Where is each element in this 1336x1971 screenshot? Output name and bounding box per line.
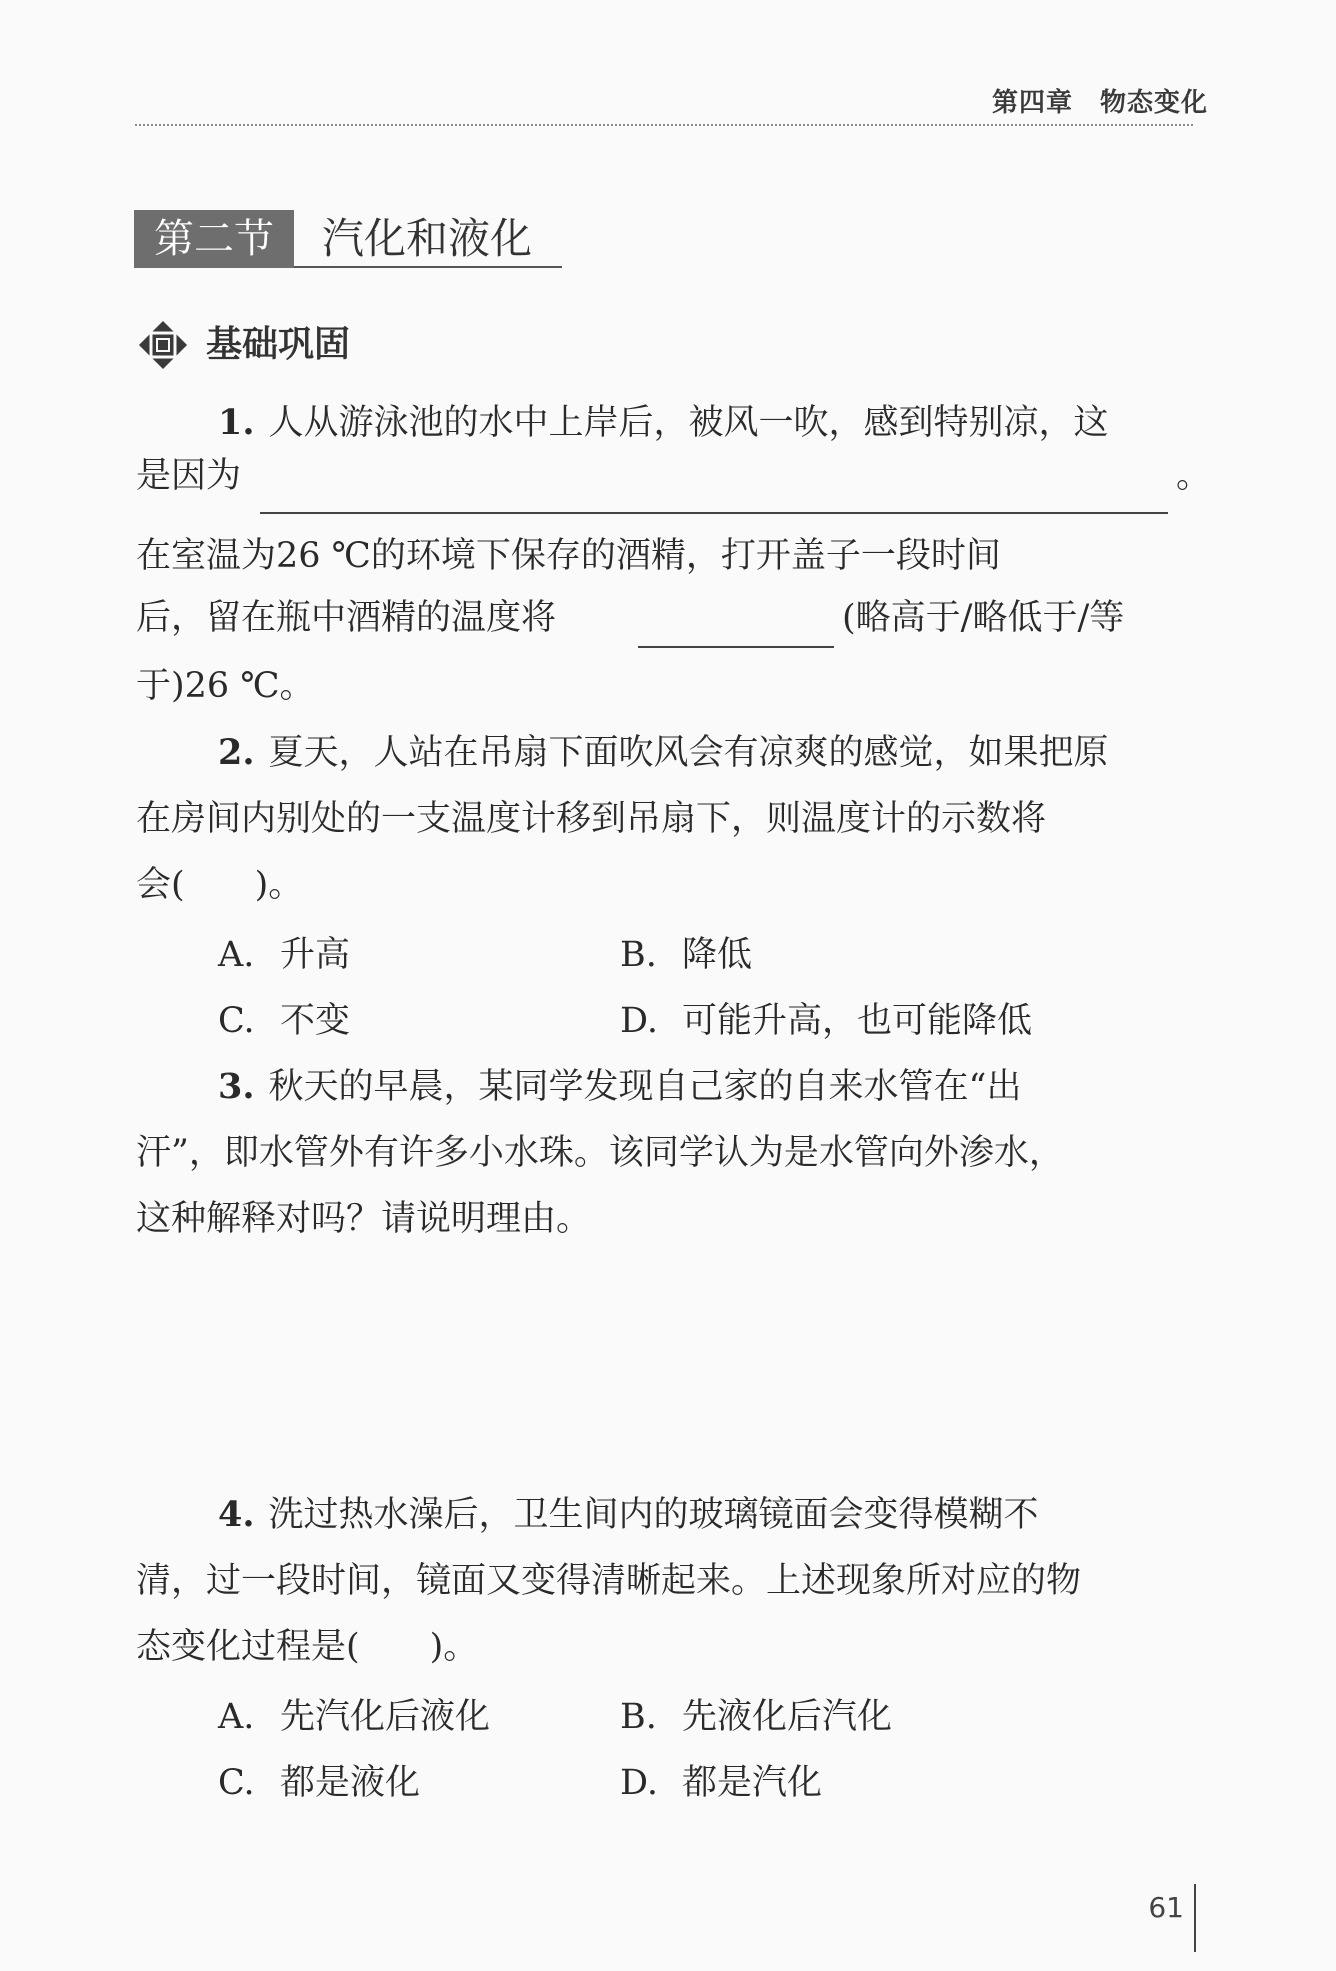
header-dotted-divider: [135, 124, 1193, 126]
q1-line-3: 在室温为26 ℃的环境下保存的酒精，打开盖子一段时间: [136, 536, 1001, 576]
q1-line-2: [136, 443, 1212, 509]
q4-option-c[interactable]: [218, 1750, 420, 1816]
q4-option-d-text: 都是汽化: [682, 1763, 823, 1803]
diamond-frame-icon: [136, 318, 190, 372]
q4-line-2: 清，过一段时间，镜面又变得清晰起来。上述现象所对应的物: [136, 1561, 1082, 1601]
q1-text-2a: 是因为: [136, 456, 242, 496]
q2-number: 2.: [218, 732, 255, 773]
q1-text-4a: 后，留在瓶中酒精的温度将: [136, 598, 557, 638]
q2-option-b-letter: B.: [620, 935, 657, 975]
q1-text-2b: 。: [1176, 456, 1212, 496]
q1-answer-blank-1[interactable]: [260, 512, 1168, 514]
q3-number: 3.: [218, 1066, 255, 1107]
q2-option-a[interactable]: [218, 922, 350, 988]
q2-option-d-text: 可能升高，也可能降低: [682, 1001, 1033, 1041]
page-number: 61: [1148, 1891, 1184, 1924]
q2-text-1: 夏天，人站在吊扇下面吹风会有凉爽的感觉，如果把原: [268, 733, 1109, 773]
q1-line-5: 于)26 ℃。: [136, 666, 315, 706]
q1-answer-blank-2[interactable]: [638, 646, 834, 648]
q2-option-c-text: 不变: [280, 1001, 351, 1041]
q4-option-d[interactable]: [620, 1750, 822, 1816]
q3-line-1: [218, 1054, 1196, 1120]
q2-option-a-text: 升高: [280, 935, 351, 975]
q3-line-2: 汗”，即水管外有许多小水珠。该同学认为是水管向外渗水，: [136, 1133, 1064, 1173]
q2-option-c[interactable]: [218, 988, 350, 1054]
q4-line-1: [218, 1482, 1196, 1548]
q2-option-b-text: 降低: [682, 935, 753, 975]
section-title-underline: [294, 266, 562, 268]
q4-option-b-text: 先液化后汽化: [682, 1697, 893, 1737]
q4-line-3: 态变化过程是( )。: [136, 1627, 479, 1667]
q1-text-4b: (略高于/略低于/等: [842, 598, 1125, 638]
section-title: 汽化和液化: [322, 214, 533, 263]
q4-option-b[interactable]: [620, 1684, 892, 1750]
q1-line-4: [136, 585, 1196, 651]
q2-option-d[interactable]: [620, 988, 1032, 1054]
q2-option-c-letter: C.: [218, 1001, 255, 1041]
chapter-header: 第四章 物态变化: [991, 88, 1208, 118]
q4-option-d-letter: D.: [620, 1763, 658, 1803]
q3-text-1: 秋天的早晨，某同学发现自己家的自来水管在“出: [268, 1067, 1022, 1107]
q4-option-a-text: 先汽化后液化: [280, 1697, 491, 1737]
q4-option-b-letter: B.: [620, 1697, 657, 1737]
q1-text-1: 人从游泳池的水中上岸后，被风一吹，感到特别凉，这: [268, 403, 1109, 443]
q4-option-c-letter: C.: [218, 1763, 255, 1803]
section-badge: 第二节: [134, 210, 294, 268]
q4-text-1: 洗过热水澡后，卫生间内的玻璃镜面会变得模糊不: [268, 1495, 1039, 1535]
subsection-title: 基础巩固: [206, 324, 351, 365]
page-number-rule: [1194, 1884, 1196, 1952]
q2-option-a-letter: A.: [218, 935, 255, 975]
q2-line-2: 在房间内别处的一支温度计移到吊扇下，则温度计的示数将: [136, 799, 1047, 839]
q3-line-3: 这种解释对吗？请说明理由。: [136, 1199, 592, 1239]
q4-option-a-letter: A.: [218, 1697, 255, 1737]
q2-line-3: 会( )。: [136, 865, 304, 905]
q2-line-1: [218, 720, 1196, 786]
q4-number: 4.: [218, 1494, 255, 1535]
q1-number: 1.: [218, 402, 255, 443]
q4-option-c-text: 都是液化: [280, 1763, 421, 1803]
q2-option-d-letter: D.: [620, 1001, 658, 1041]
q4-option-a[interactable]: [218, 1684, 490, 1750]
q2-option-b[interactable]: [620, 922, 752, 988]
